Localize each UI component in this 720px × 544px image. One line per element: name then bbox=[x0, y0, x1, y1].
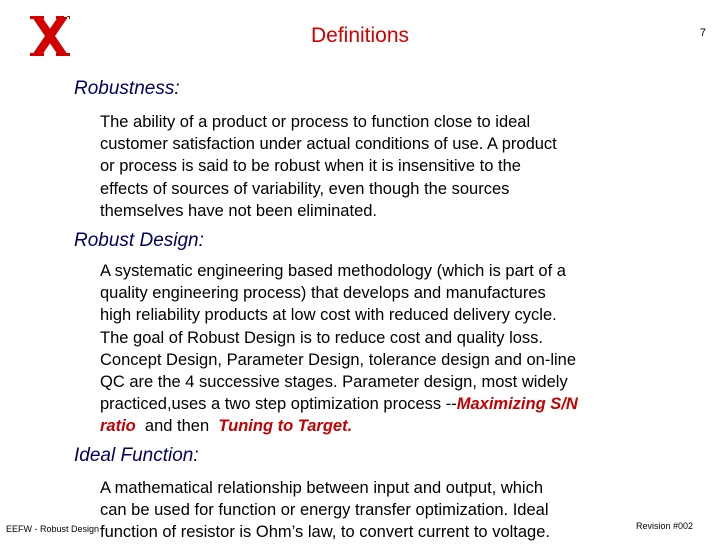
text-line: The ability of a product or process to function close to ideal bbox=[100, 113, 531, 131]
page-title: Definitions bbox=[310, 24, 410, 47]
text-run: and then bbox=[135, 417, 219, 436]
page-number: 7 bbox=[699, 27, 706, 39]
emphasis-tuning-to-target: Tuning to Target. bbox=[218, 417, 353, 436]
text-line: A systematic engineering based methodology (which is part of a bbox=[100, 262, 566, 280]
text-line bbox=[100, 393, 700, 415]
text-line: customer satisfaction under actual conditions of use. A product bbox=[100, 135, 557, 154]
text-line: function of resistor is Ohm’s law, to convert current to voltage. bbox=[100, 523, 550, 542]
text-line: effects of sources of variability, even though the sources bbox=[100, 179, 510, 198]
paragraph-ideal-function bbox=[100, 477, 700, 544]
text-line: The goal of Robust Design is to reduce cost and quality loss. bbox=[100, 328, 543, 347]
heading-robustness: Robustness: bbox=[74, 78, 180, 99]
emphasis-maximizing-sn: Maximizing S/N bbox=[456, 395, 578, 414]
paragraph-robustness bbox=[100, 111, 700, 222]
footer-course-label: EEFW - Robust Design bbox=[6, 524, 100, 534]
heading-robust-design: Robust Design: bbox=[74, 230, 204, 251]
text-line bbox=[100, 415, 700, 437]
text-line: quality engineering process) that develops and manufactures bbox=[100, 284, 546, 303]
text-line: themselves have not been eliminated. bbox=[100, 201, 378, 220]
footer-revision: Revision #002 bbox=[636, 521, 694, 531]
heading-ideal-function: Ideal Function: bbox=[74, 445, 199, 466]
text-line: QC are the 4 successive stages. Parameter design, most widely bbox=[100, 372, 568, 391]
paragraph-robust-design bbox=[100, 260, 700, 438]
text-line: A mathematical relationship between input and output, which bbox=[100, 479, 544, 497]
text-run: practiced,uses a two step optimization process -- bbox=[100, 395, 457, 414]
emphasis-ratio: ratio bbox=[100, 417, 136, 436]
text-line: high reliability products at low cost with reduced delivery cycle. bbox=[100, 306, 557, 325]
text-line: or process is said to be robust when it is insensitive to the bbox=[100, 157, 521, 176]
text-line: can be used for function or energy transfer optimization. Ideal bbox=[100, 501, 549, 520]
text-line: Concept Design, Parameter Design, tolerance design and on-line bbox=[100, 350, 577, 369]
